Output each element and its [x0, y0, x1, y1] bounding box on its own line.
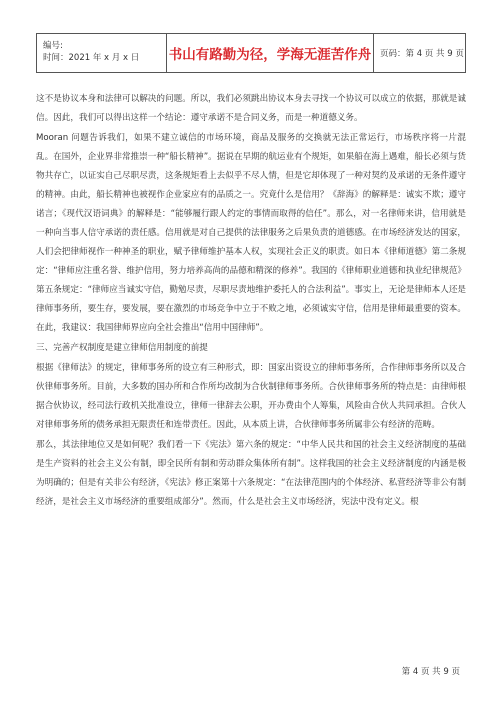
header-page-info: 页码：第 4 页 共 9 页 [380, 49, 464, 59]
page-header [36, 33, 466, 73]
paragraph: 这不是协议本身和法律可以解决的问题。所以，我们必须跳出协议本身去寻找一个协议可以成立的依据，那就是诚信。因此，我们可以得出这样一个结论：遵守承诺不是合同义务，而是一种道德义务。 [36, 94, 466, 123]
page-footer: 第 4 页 共 9 页 [401, 667, 460, 677]
section-heading: 三、完善产权制度是建立律师信用制度的前提 [36, 343, 208, 353]
paragraph: 根据《律师法》的规定，律师事务所的设立有三种形式，即：国家出资设立的律师事务所，合作律师事务所以及合伙律师事务所。目前，大多数的国办所和合作所均改制为合伙制律师事务所。合伙律师事务所的特点是：由律师根据合伙协议，经司法行政机关批准设立，律师一律辞去公职，开办费由个人筹集，风险由合伙人共同承担。合伙人对律师事务所的债务承担无限责任和连带责任。因此，从本质上讲，合伙律师事务所属非公有经济的范畴。 [36, 363, 466, 430]
paragraph: Mooran 问题告诉我们，如果不建立诚信的市场环境，商品及服务的交换就无法正常运行，市场秩序将一片混乱。在国外，企业界非常推崇一种“船长精神”。据说在早期的航运业有个规矩，如果船在海上遇难，船长必须与货物共存亡，以证实自己尽职尽责，这条规矩看上去似乎不尽人情，但是它却体现了一种对契约及承诺的无条件遵守的精神。由此，船长精神也被视作企业家应有的品质之一。究竟什么是信用？《辞海》的解释是：诚实不欺；遵守诺言；《现代汉语词典》的解释是：“能够履行跟人约定的事情而取得的信任”。那么，对一名律师来讲，信用就是一种向当事人信守承诺的责任感。信用就是对自己提供的法律服务之后果负责的道德感。在市场经济发达的国家，人们会把律师视作一种神圣的职业，赋予律师维护基本人权，实现社会正义的职责。如日本《律师道德》第二条规定：“律师应注重名誉、维护信用，努力培养高尚的品德和精深的修养”。我国的《律师职业道德和执业纪律规范》第五条规定：“律师应当诚实守信，勤勉尽责，尽职尽责地维护委托人的合法利益”。事实上，无论是律师本人还是律师事务所，要生存，要发展，要在激烈的市场竞争中立于不败之地，必须诚实守信，信用是律师最重要的资本。在此，我建议：我国律师界应向全社会推出“信用中国律师”。 [36, 133, 467, 333]
paragraph: 那么，其法律地位又是如何呢？我们看一下《宪法》第六条的规定：“中华人民共和国的社会主义经济制度的基础是生产资料的社会主义公有制，即全民所有制和劳动群众集体所有制”。这样我国的社会主义经济制度的内涵是极为明确的；但是有关非公有经济，《宪法》修正案第十六条规定：“在法律范围内的个体经济、私营经济等非公有制经济，是社会主义市场经济的重要组成部分”。然而，什么是社会主义市场经济，宪法中没有定义。根 [36, 440, 466, 507]
header-motto: 书山有路勤为径，学海无涯苦作舟 [167, 34, 374, 72]
document-date: 时间：2021 年 x 月 x 日 [43, 53, 140, 63]
document-body [36, 90, 466, 513]
document-id-label: 编号: [43, 41, 63, 51]
header-meta [37, 34, 167, 72]
